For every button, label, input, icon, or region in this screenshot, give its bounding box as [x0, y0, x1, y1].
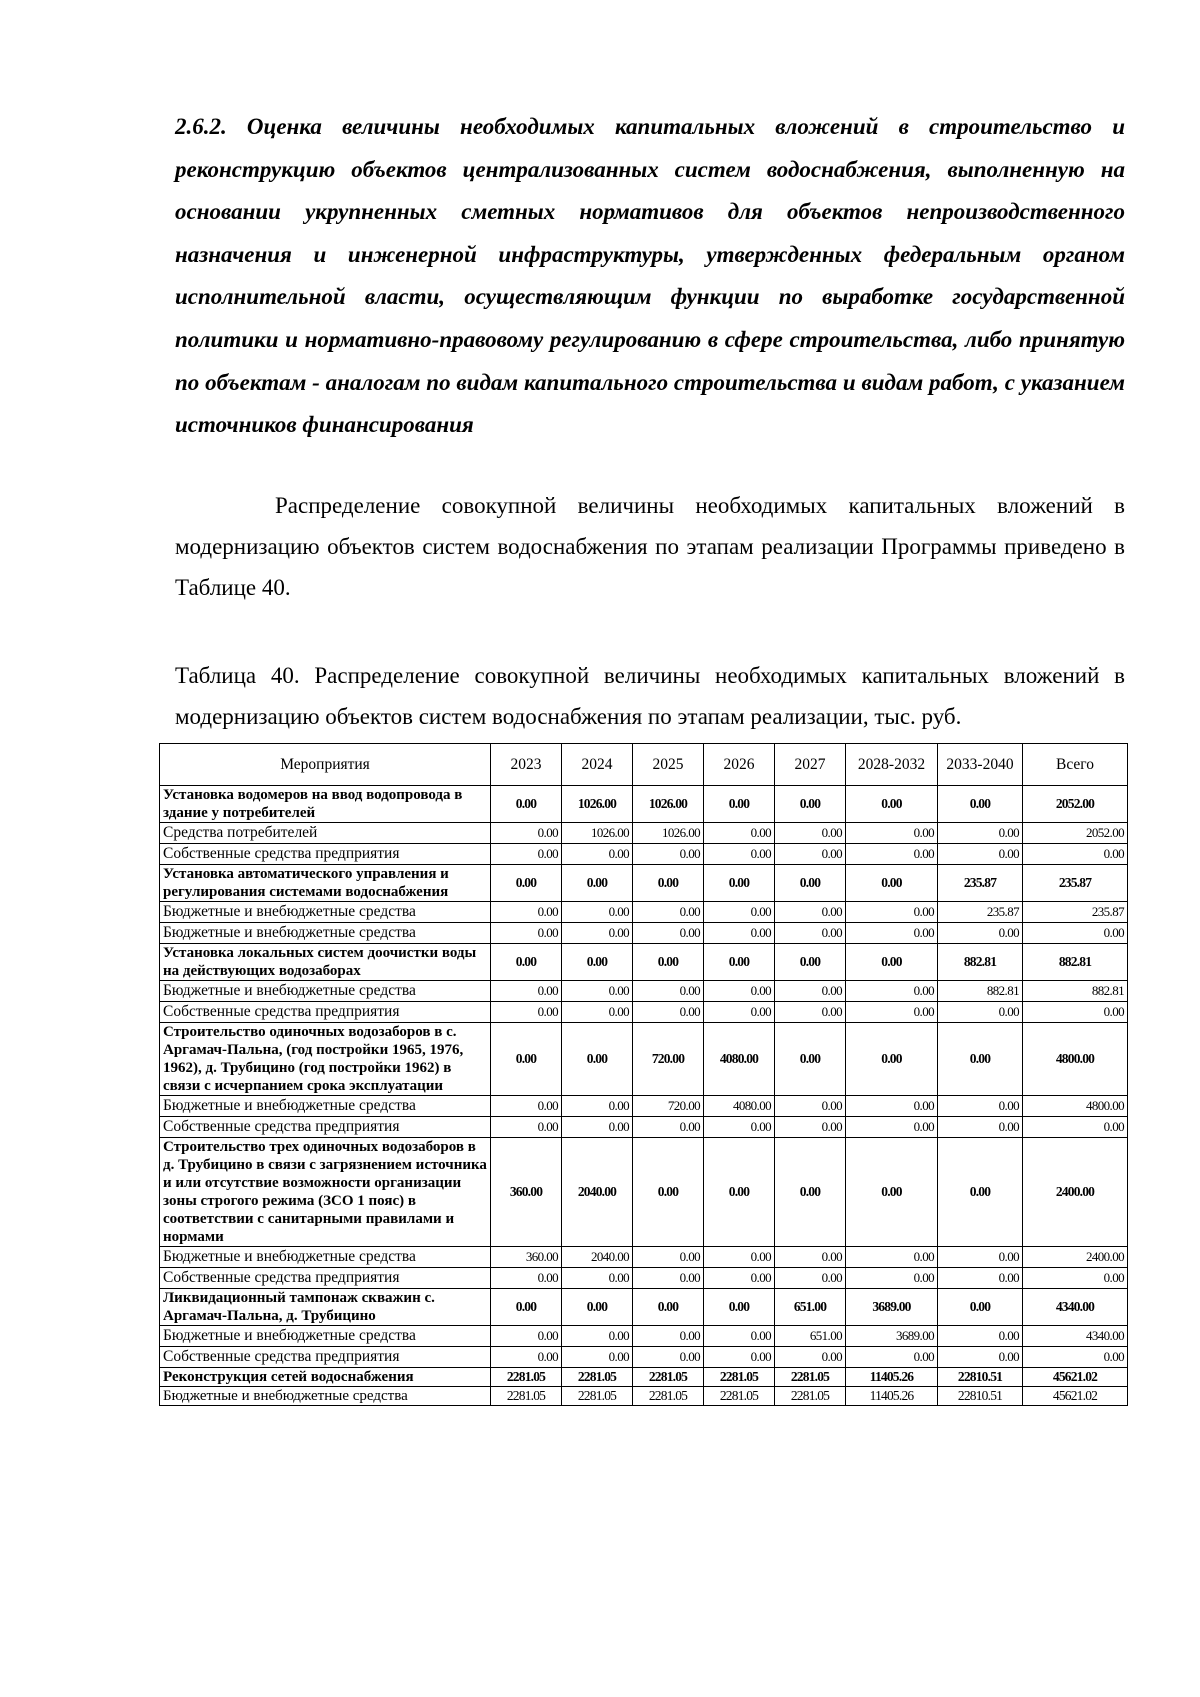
value-cell: 2052.00 [1023, 786, 1128, 823]
value-cell: 0.00 [846, 981, 938, 1002]
value-cell: 0.00 [491, 823, 562, 844]
section-heading: 2.6.2. Оценка величины необходимых капитальных вложений в строительство и реконструкцию объектов централизованных систем водоснабжения, выполненную на основании укрупненных сметных нормативов для объектов непроизводственного назначения и инженерной инфраструктуры, утвержденных федеральным органом исполнительной власти, осуществляющим функции по выработке государственной политики и нормативно-правовому регулированию в сфере строительства, либо принятую по объектам - аналогам по видам капитального строительства и видам работ, с указанием источников финансирования [175, 114, 1125, 438]
value-cell: 0.00 [846, 1117, 938, 1138]
header-cell-2023: 2023 [491, 744, 562, 786]
table-row-funding-source [160, 823, 1128, 844]
header-cell-2024: 2024 [562, 744, 633, 786]
value-cell: 0.00 [491, 944, 562, 981]
table-row-measure [160, 786, 1128, 823]
value-cell: 0.00 [775, 1002, 846, 1023]
value-cell: 0.00 [633, 1002, 704, 1023]
value-cell: 651.00 [775, 1326, 846, 1347]
value-cell: 360.00 [491, 1138, 562, 1247]
row-name-cell: Установка автоматического управления и регулирования системами водоснабжения [160, 865, 491, 902]
value-cell: 882.81 [1023, 981, 1128, 1002]
row-name-cell: Собственные средства предприятия [160, 1002, 491, 1023]
value-cell: 720.00 [633, 1096, 704, 1117]
row-name-cell: Средства потребителей [160, 823, 491, 844]
value-cell: 0.00 [491, 923, 562, 944]
row-name-cell: Бюджетные и внебюджетные средства [160, 923, 491, 944]
value-cell: 0.00 [846, 1347, 938, 1368]
value-cell: 0.00 [633, 981, 704, 1002]
value-cell: 0.00 [704, 1326, 775, 1347]
value-cell: 0.00 [704, 786, 775, 823]
value-cell: 0.00 [633, 844, 704, 865]
value-cell: 0.00 [938, 1347, 1023, 1368]
value-cell: 720.00 [633, 1023, 704, 1096]
row-name-cell: Реконструкция сетей водоснабжения [160, 1368, 491, 1387]
value-cell: 0.00 [775, 823, 846, 844]
value-cell: 0.00 [633, 1347, 704, 1368]
value-cell: 0.00 [562, 981, 633, 1002]
value-cell: 0.00 [846, 865, 938, 902]
value-cell: 0.00 [775, 1247, 846, 1268]
value-cell: 0.00 [491, 844, 562, 865]
value-cell: 2040.00 [562, 1138, 633, 1247]
value-cell: 0.00 [846, 1138, 938, 1247]
value-cell: 22810.51 [938, 1387, 1023, 1406]
table-caption: Таблица 40. Распределение совокупной величины необходимых капитальных вложений в модернизацию объектов систем водоснабжения по этапам реализации, тыс. руб. [175, 663, 1125, 729]
value-cell: 11405.26 [846, 1387, 938, 1406]
value-cell: 0.00 [775, 923, 846, 944]
investment-table [159, 743, 1128, 1406]
value-cell: 0.00 [1023, 1002, 1128, 1023]
value-cell: 2400.00 [1023, 1138, 1128, 1247]
value-cell: 0.00 [846, 902, 938, 923]
value-cell: 2281.05 [562, 1387, 633, 1406]
value-cell: 0.00 [633, 944, 704, 981]
value-cell: 0.00 [938, 1289, 1023, 1326]
table-row-funding-source [160, 923, 1128, 944]
value-cell: 0.00 [846, 1023, 938, 1096]
table-row-funding-source [160, 1268, 1128, 1289]
value-cell: 11405.26 [846, 1368, 938, 1387]
value-cell: 0.00 [491, 1002, 562, 1023]
value-cell: 0.00 [491, 1289, 562, 1326]
value-cell: 0.00 [562, 1023, 633, 1096]
value-cell: 0.00 [491, 1096, 562, 1117]
value-cell: 0.00 [846, 1096, 938, 1117]
value-cell: 0.00 [562, 1347, 633, 1368]
value-cell: 1026.00 [562, 823, 633, 844]
value-cell: 4800.00 [1023, 1023, 1128, 1096]
row-name-cell: Строительство трех одиночных водозаборов в д. Трубицино в связи с загрязнением источника и или отсутствие возможности организации зоны строгого режима (ЗСО 1 пояс) в соответствии с санитарными правилами и нормами [160, 1138, 491, 1247]
value-cell: 2281.05 [491, 1368, 562, 1387]
table-row-funding-source [160, 1002, 1128, 1023]
value-cell: 1026.00 [633, 823, 704, 844]
value-cell: 0.00 [846, 923, 938, 944]
value-cell: 22810.51 [938, 1368, 1023, 1387]
value-cell: 0.00 [704, 1138, 775, 1247]
value-cell: 4340.00 [1023, 1326, 1128, 1347]
value-cell: 2281.05 [704, 1368, 775, 1387]
value-cell: 0.00 [846, 844, 938, 865]
value-cell: 0.00 [1023, 1347, 1128, 1368]
value-cell: 0.00 [775, 1096, 846, 1117]
value-cell: 0.00 [562, 1002, 633, 1023]
value-cell: 2281.05 [704, 1387, 775, 1406]
table-row-funding-source [160, 902, 1128, 923]
value-cell: 0.00 [938, 1268, 1023, 1289]
value-cell: 0.00 [938, 1002, 1023, 1023]
value-cell: 0.00 [562, 1268, 633, 1289]
header-cell-total: Всего [1023, 744, 1128, 786]
value-cell: 4800.00 [1023, 1096, 1128, 1117]
value-cell: 0.00 [562, 1096, 633, 1117]
row-name-cell: Установка водомеров на ввод водопровода в здание у потребителей [160, 786, 491, 823]
value-cell: 1026.00 [633, 786, 704, 823]
value-cell: 0.00 [491, 1347, 562, 1368]
row-name-cell: Ликвидационный тампонаж скважин с. Аргамач-Пальна, д. Трубицино [160, 1289, 491, 1326]
value-cell: 0.00 [938, 1096, 1023, 1117]
value-cell: 651.00 [775, 1289, 846, 1326]
value-cell: 0.00 [775, 1347, 846, 1368]
value-cell: 0.00 [938, 1023, 1023, 1096]
value-cell: 2281.05 [562, 1368, 633, 1387]
table-body [160, 786, 1128, 1406]
row-name-cell: Собственные средства предприятия [160, 1117, 491, 1138]
table-row-funding-source [160, 981, 1128, 1002]
value-cell: 235.87 [1023, 865, 1128, 902]
value-cell: 0.00 [633, 1268, 704, 1289]
value-cell: 45621.02 [1023, 1368, 1128, 1387]
header-cell-measures: Мероприятия [160, 744, 491, 786]
row-name-cell: Бюджетные и внебюджетные средства [160, 902, 491, 923]
header-cell-2028-2032: 2028-2032 [846, 744, 938, 786]
value-cell: 2281.05 [775, 1387, 846, 1406]
value-cell: 0.00 [704, 865, 775, 902]
value-cell: 235.87 [938, 865, 1023, 902]
value-cell: 882.81 [938, 944, 1023, 981]
value-cell: 0.00 [562, 1326, 633, 1347]
value-cell: 2281.05 [633, 1368, 704, 1387]
value-cell: 0.00 [633, 865, 704, 902]
value-cell: 0.00 [704, 902, 775, 923]
row-name-cell: Собственные средства предприятия [160, 1347, 491, 1368]
table-row-funding-source [160, 1347, 1128, 1368]
value-cell: 0.00 [1023, 923, 1128, 944]
value-cell: 2281.05 [491, 1387, 562, 1406]
value-cell: 0.00 [775, 1138, 846, 1247]
value-cell: 0.00 [562, 865, 633, 902]
table-header-row [160, 744, 1128, 786]
value-cell: 0.00 [775, 1117, 846, 1138]
value-cell: 3689.00 [846, 1289, 938, 1326]
value-cell: 0.00 [491, 865, 562, 902]
value-cell: 0.00 [775, 865, 846, 902]
value-cell: 0.00 [704, 823, 775, 844]
value-cell: 882.81 [938, 981, 1023, 1002]
value-cell: 0.00 [562, 923, 633, 944]
value-cell: 0.00 [704, 1002, 775, 1023]
value-cell: 0.00 [562, 1117, 633, 1138]
value-cell: 2281.05 [775, 1368, 846, 1387]
value-cell: 0.00 [633, 1117, 704, 1138]
table-header [160, 744, 1128, 786]
table-row-funding-source [160, 1326, 1128, 1347]
value-cell: 2281.05 [633, 1387, 704, 1406]
value-cell: 0.00 [562, 944, 633, 981]
value-cell: 0.00 [704, 923, 775, 944]
value-cell: 0.00 [704, 1347, 775, 1368]
value-cell: 0.00 [633, 1289, 704, 1326]
value-cell: 0.00 [562, 1289, 633, 1326]
row-name-cell: Бюджетные и внебюджетные средства [160, 1247, 491, 1268]
value-cell: 45621.02 [1023, 1387, 1128, 1406]
value-cell: 235.87 [938, 902, 1023, 923]
table-row-measure [160, 944, 1128, 981]
table-row-measure [160, 1368, 1128, 1387]
value-cell: 0.00 [846, 944, 938, 981]
value-cell: 0.00 [1023, 844, 1128, 865]
value-cell: 0.00 [775, 944, 846, 981]
value-cell: 360.00 [491, 1247, 562, 1268]
value-cell: 0.00 [562, 902, 633, 923]
value-cell: 0.00 [704, 1268, 775, 1289]
value-cell: 0.00 [491, 981, 562, 1002]
table-row-measure [160, 865, 1128, 902]
value-cell: 0.00 [938, 823, 1023, 844]
value-cell: 0.00 [633, 902, 704, 923]
value-cell: 0.00 [775, 1023, 846, 1096]
value-cell: 0.00 [775, 902, 846, 923]
value-cell: 0.00 [633, 1138, 704, 1247]
value-cell: 2052.00 [1023, 823, 1128, 844]
table-row-funding-source [160, 1247, 1128, 1268]
value-cell: 2040.00 [562, 1247, 633, 1268]
value-cell: 0.00 [846, 1268, 938, 1289]
row-name-cell: Собственные средства предприятия [160, 1268, 491, 1289]
value-cell: 0.00 [846, 823, 938, 844]
value-cell: 0.00 [491, 902, 562, 923]
table-row-measure [160, 1289, 1128, 1326]
value-cell: 1026.00 [562, 786, 633, 823]
value-cell: 882.81 [1023, 944, 1128, 981]
row-name-cell: Бюджетные и внебюджетные средства [160, 1387, 491, 1406]
value-cell: 3689.00 [846, 1326, 938, 1347]
value-cell: 0.00 [633, 1326, 704, 1347]
table-row-funding-source [160, 844, 1128, 865]
value-cell: 0.00 [846, 1002, 938, 1023]
value-cell: 0.00 [562, 844, 633, 865]
value-cell: 0.00 [775, 786, 846, 823]
value-cell: 0.00 [633, 923, 704, 944]
intro-paragraph: Распределение совокупной величины необходимых капитальных вложений в модернизацию объектов систем водоснабжения по этапам реализации Программы приведено в Таблице 40. [175, 493, 1125, 600]
value-cell: 0.00 [491, 1268, 562, 1289]
value-cell: 0.00 [775, 981, 846, 1002]
value-cell: 0.00 [1023, 1117, 1128, 1138]
header-cell-2025: 2025 [633, 744, 704, 786]
value-cell: 0.00 [938, 1247, 1023, 1268]
row-name-cell: Бюджетные и внебюджетные средства [160, 1326, 491, 1347]
value-cell: 0.00 [704, 944, 775, 981]
header-cell-2027: 2027 [775, 744, 846, 786]
row-name-cell: Бюджетные и внебюджетные средства [160, 1096, 491, 1117]
table-row-funding-source [160, 1096, 1128, 1117]
header-cell-2033-2040: 2033-2040 [938, 744, 1023, 786]
table-row-measure [160, 1023, 1128, 1096]
value-cell: 0.00 [704, 844, 775, 865]
table-row-measure [160, 1138, 1128, 1247]
value-cell: 0.00 [704, 1117, 775, 1138]
value-cell: 4080.00 [704, 1023, 775, 1096]
value-cell: 0.00 [704, 981, 775, 1002]
value-cell: 4340.00 [1023, 1289, 1128, 1326]
value-cell: 0.00 [1023, 1268, 1128, 1289]
value-cell: 0.00 [938, 844, 1023, 865]
value-cell: 0.00 [633, 1247, 704, 1268]
value-cell: 0.00 [938, 923, 1023, 944]
value-cell: 0.00 [704, 1247, 775, 1268]
value-cell: 0.00 [775, 1268, 846, 1289]
value-cell: 0.00 [938, 1326, 1023, 1347]
value-cell: 0.00 [938, 786, 1023, 823]
value-cell: 0.00 [491, 1117, 562, 1138]
value-cell: 0.00 [491, 786, 562, 823]
value-cell: 0.00 [846, 1247, 938, 1268]
value-cell: 0.00 [938, 1117, 1023, 1138]
row-name-cell: Собственные средства предприятия [160, 844, 491, 865]
value-cell: 0.00 [704, 1289, 775, 1326]
value-cell: 0.00 [491, 1326, 562, 1347]
value-cell: 235.87 [1023, 902, 1128, 923]
value-cell: 0.00 [775, 844, 846, 865]
value-cell: 0.00 [491, 1023, 562, 1096]
table-row-funding-source [160, 1117, 1128, 1138]
value-cell: 4080.00 [704, 1096, 775, 1117]
value-cell: 2400.00 [1023, 1247, 1128, 1268]
value-cell: 0.00 [938, 1138, 1023, 1247]
table-row-funding-source [160, 1387, 1128, 1406]
header-cell-2026: 2026 [704, 744, 775, 786]
row-name-cell: Строительство одиночных водозаборов в с. Аргамач-Пальна, (год постройки 1965, 1976, 1962), д. Трубицино (год постройки 1962) в связи с исчерпанием срока эксплуатации [160, 1023, 491, 1096]
row-name-cell: Бюджетные и внебюджетные средства [160, 981, 491, 1002]
value-cell: 0.00 [846, 786, 938, 823]
row-name-cell: Установка локальных систем доочистки воды на действующих водозаборах [160, 944, 491, 981]
